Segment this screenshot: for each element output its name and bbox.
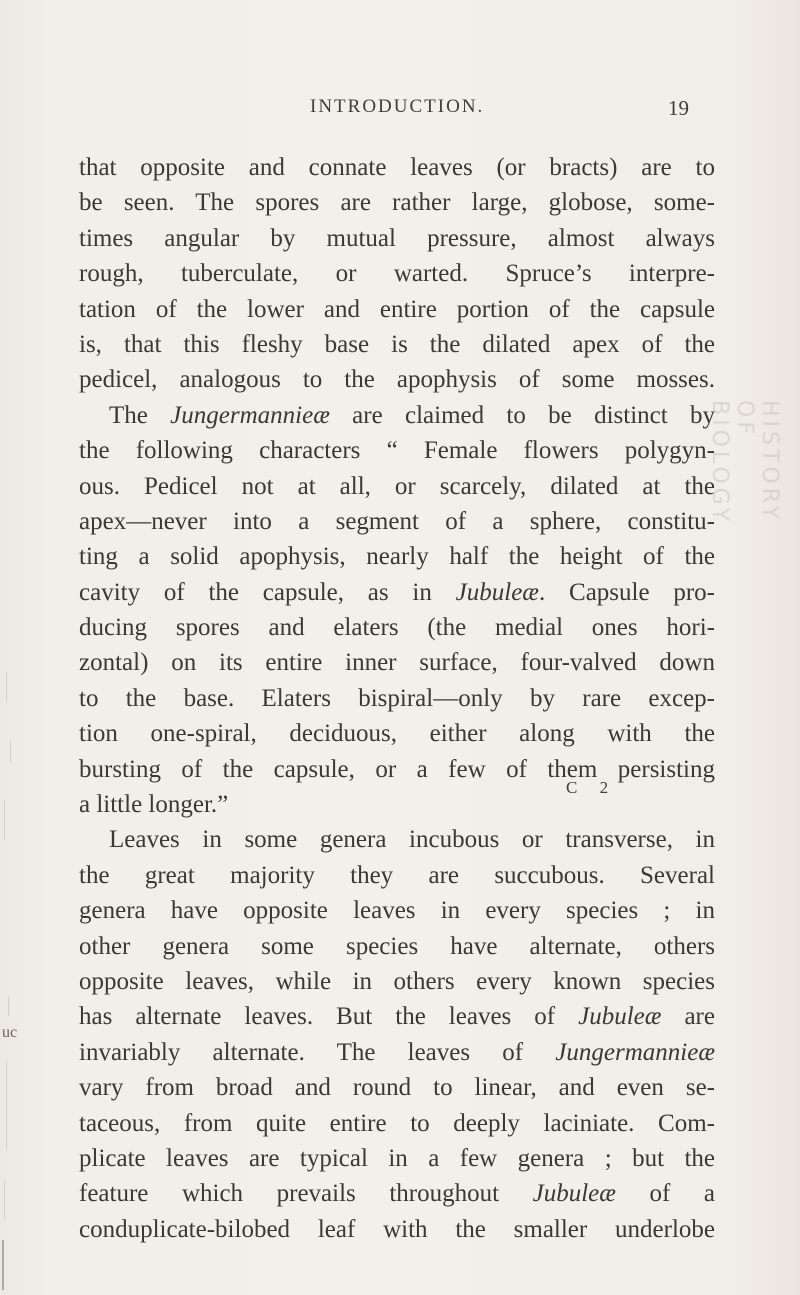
text-line: that opposite and connate leaves (or bracts) are to	[79, 154, 715, 181]
text-line: times angular by mutual pressure, almost always	[79, 224, 715, 252]
gutter-mark	[10, 740, 11, 762]
text-line: bursting of the capsule, or a few of them persisting	[79, 755, 715, 783]
text-line: cavity of the capsule, as in Jubuleæ. Capsule pro-	[79, 578, 715, 606]
text-line: the following characters “ Female flowers polygyn-	[79, 437, 715, 465]
gutter-mark	[8, 996, 9, 1016]
text-line: plicate leaves are typical in a few genera ; but the	[79, 1144, 715, 1172]
text-line: genera have opposite leaves in every species ; in	[79, 897, 715, 925]
text-line: taceous, from quite entire to deeply laciniate. Com-	[79, 1109, 715, 1137]
gutter-mark	[6, 1060, 7, 1150]
bleed-through-text: HISTORY OF BIOLOGY	[707, 400, 782, 526]
text-line: ting a solid apophysis, nearly half the height of the	[79, 543, 715, 571]
text-line: feature which prevails throughout Jubuleæ of a	[79, 1180, 715, 1208]
running-title: INTRODUCTION.	[310, 96, 485, 117]
text-line: vary from broad and round to linear, and even se-	[79, 1074, 715, 1102]
text-line: tion one-spiral, deciduous, either along with the	[79, 720, 715, 748]
text-line: zontal) on its entire inner surface, four-valved down	[79, 649, 715, 677]
text-line: pedicel, analogous to the apophysis of some mosses.	[79, 366, 715, 394]
text-line: The Jungermannieæ are claimed to be distinct by	[109, 401, 715, 429]
text-line: be seen. The spores are rather large, globose, some-	[79, 189, 715, 217]
text-line: the great majority they are succubous. Several	[79, 861, 715, 889]
text-line: ducing spores and elaters (the medial ones hori-	[79, 614, 715, 642]
text-line: is, that this fleshy base is the dilated apex of the	[79, 330, 715, 358]
gutter-mark	[6, 672, 7, 702]
margin-fragment: uc	[2, 1024, 18, 1041]
text-line: invariably alternate. The leaves of Jungermannieæ	[79, 1038, 715, 1066]
gutter-mark	[4, 1180, 5, 1220]
page-number: 19	[668, 96, 689, 120]
text-line: conduplicate-bilobed leaf with the smaller underlobe	[79, 1215, 715, 1243]
text-line: apex—never into a segment of a sphere, constitu-	[79, 507, 715, 535]
text-line: ous. Pedicel not at all, or scarcely, dilated at the	[79, 472, 715, 500]
body-text	[79, 150, 715, 1247]
signature-mark: C 2	[566, 778, 618, 797]
text-line: to the base. Elaters bispiral—only by rare excep-	[79, 684, 715, 712]
text-line: opposite leaves, while in others every known species	[79, 967, 715, 995]
text-line: has alternate leaves. But the leaves of Jubuleæ are	[79, 1003, 715, 1031]
text-line: a little longer.”	[79, 791, 229, 819]
text-line: tation of the lower and entire portion of the capsule	[79, 295, 715, 323]
running-head	[0, 96, 800, 126]
gutter-mark	[4, 800, 5, 840]
text-line: other genera some species have alternate, others	[79, 932, 715, 960]
text-line: Leaves in some genera incubous or transverse, in	[109, 826, 715, 854]
gutter-mark	[2, 1240, 4, 1290]
text-line: rough, tuberculate, or warted. Spruce’s interpre-	[79, 260, 715, 288]
